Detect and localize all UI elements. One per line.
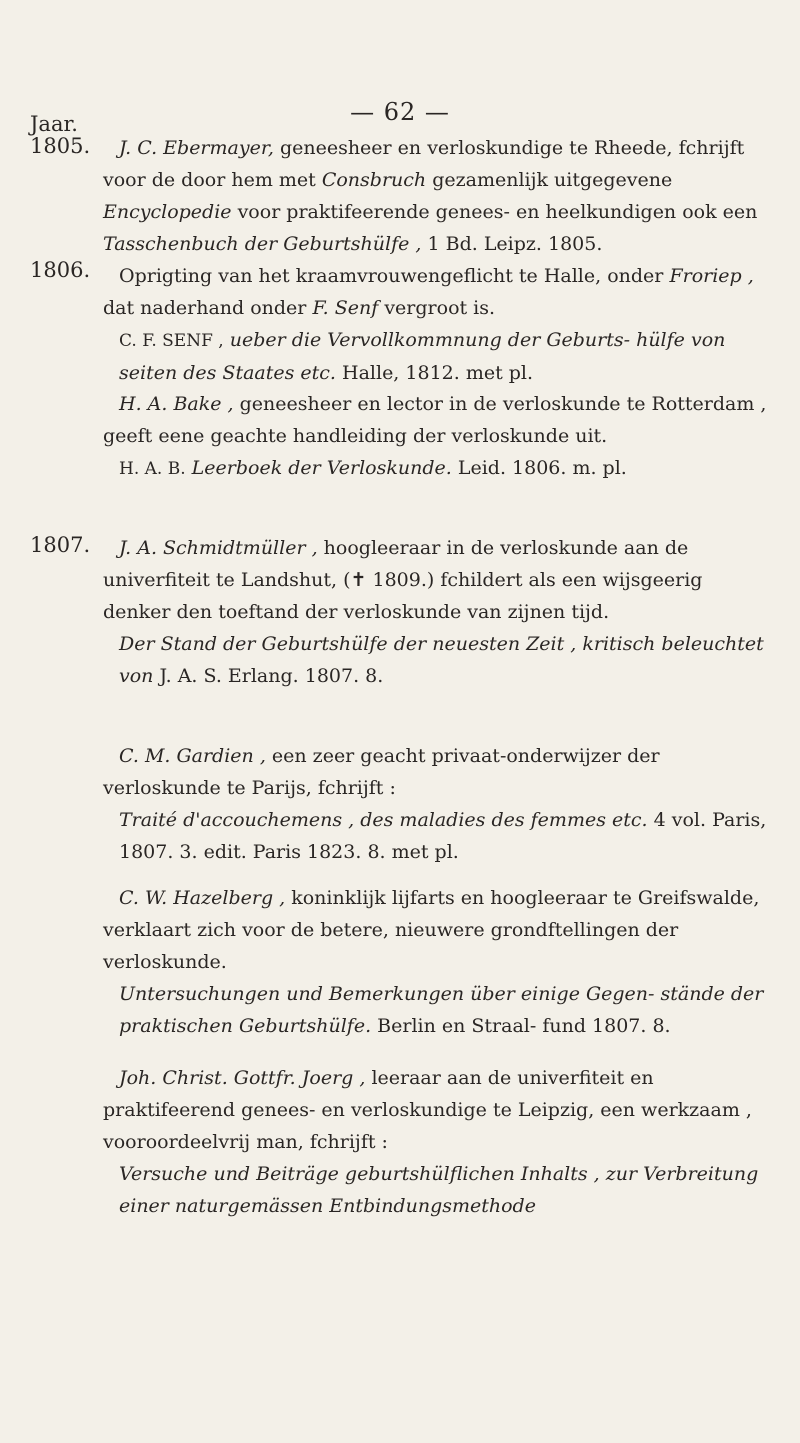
entry-text: dat naderhand onder <box>103 297 307 319</box>
entry-bake <box>103 388 771 485</box>
page-number: — 62 — <box>350 98 450 126</box>
person-name: F. Senf <box>312 297 379 319</box>
entry-text: geneesheer en verloskundige te Rheede, fchrijft voor de door hem met <box>103 137 745 191</box>
entry-text: Oprigting van het kraamvrouwengeflicht te Halle, onder <box>119 265 664 287</box>
entry-ebermayer <box>103 132 771 260</box>
work-title: Encyclopedie <box>103 201 232 223</box>
entry-text: leeraar aan de univerfiteit en praktifeerend genees- en verloskundige te Leipzig, een werkzaam , vooroordeelvrij man, fchrijft : <box>103 1067 752 1153</box>
entry-text: hoogleeraar in de verloskunde aan de univerfiteit te Landshut, (✝ 1809.) fchildert als een wijsgeerig denker den toeftand der verloskunde van zijnen tijd. <box>103 537 703 623</box>
entry-halle <box>103 260 771 389</box>
entry-text: voor praktifeerende genees- en heelkundigen ook een <box>237 201 758 223</box>
ref-title: Traité d'accouchemens , des maladies des femmes etc. <box>119 809 648 831</box>
ref-imprint: Halle, 1812. met pl. <box>342 362 534 384</box>
ref-imprint: J. A. S. Erlang. 1807. 8. <box>159 665 384 687</box>
ref-imprint: Leid. 1806. m. pl. <box>457 457 627 479</box>
author-name: C. W. Hazelberg , <box>119 887 286 909</box>
entry-joerg <box>103 1062 771 1222</box>
person-name: Froriep , <box>669 265 754 287</box>
ref-title: Leerboek der Verloskunde. <box>191 457 452 479</box>
author-name: J. C. Ebermayer, <box>119 137 274 159</box>
entry-text: een zeer geacht privaat-onderwijzer der verloskunde te Parijs, fchrijft : <box>103 745 660 799</box>
ref-author: C. F. SENF , <box>119 331 224 351</box>
entry-schmidtmuller <box>103 532 771 692</box>
entry-text: geneesheer en lector in de verloskunde te Rotterdam , geeft eene geachte handleiding der verloskunde uit. <box>103 393 767 447</box>
author-name: C. M. Gardien , <box>119 745 266 767</box>
margin-jaar-label: Jaar. <box>30 112 78 136</box>
author-name: H. A. Bake , <box>119 393 234 415</box>
ref-imprint: Berlin en Straal- fund 1807. 8. <box>377 1015 671 1037</box>
entry-text: vergroot is. <box>384 297 496 319</box>
margin-year-1805: 1805. <box>30 134 91 158</box>
entry-gardien <box>103 740 771 868</box>
ref-title: Untersuchungen und Bemerkungen über einige Gegen- stände der praktischen Geburtshülfe. <box>119 983 764 1037</box>
entry-text: koninklijk lijfarts en hoogleeraar te Greifswalde, verklaart zich voor de betere, nieuwere grondftellingen der verloskunde. <box>103 887 760 973</box>
author-name: J. A. Schmidtmüller , <box>119 537 318 559</box>
margin-year-1806: 1806. <box>30 258 91 282</box>
ref-title: ueber die Vervollkommnung der Geburts- hülfe von seiten des Staates etc. <box>119 329 726 384</box>
ref-title: Versuche und Beiträge geburtshülflichen Inhalts , zur Verbreitung einer naturgemässen Entbindungsmethode <box>119 1163 759 1217</box>
book-imprint: 1 Bd. Leipz. 1805. <box>427 233 603 255</box>
ref-title: Der Stand der Geburtshülfe der neuesten Zeit , kritisch beleuchtet von <box>119 633 764 687</box>
entry-hazelberg <box>103 882 771 1042</box>
entry-text: gezamenlijk uitgegevene <box>432 169 673 191</box>
ref-author: H. A. B. <box>119 459 186 479</box>
author-name: Joh. Christ. Gottfr. Joerg , <box>119 1067 366 1089</box>
ref-imprint: 4 vol. Paris, 1807. 3. edit. Paris 1823. 8. met pl. <box>119 809 767 863</box>
book-title: Tasschenbuch der Geburtshülfe , <box>103 233 422 255</box>
coauthor-name: Consbruch <box>321 169 427 191</box>
margin-year-1807: 1807. <box>30 533 91 557</box>
